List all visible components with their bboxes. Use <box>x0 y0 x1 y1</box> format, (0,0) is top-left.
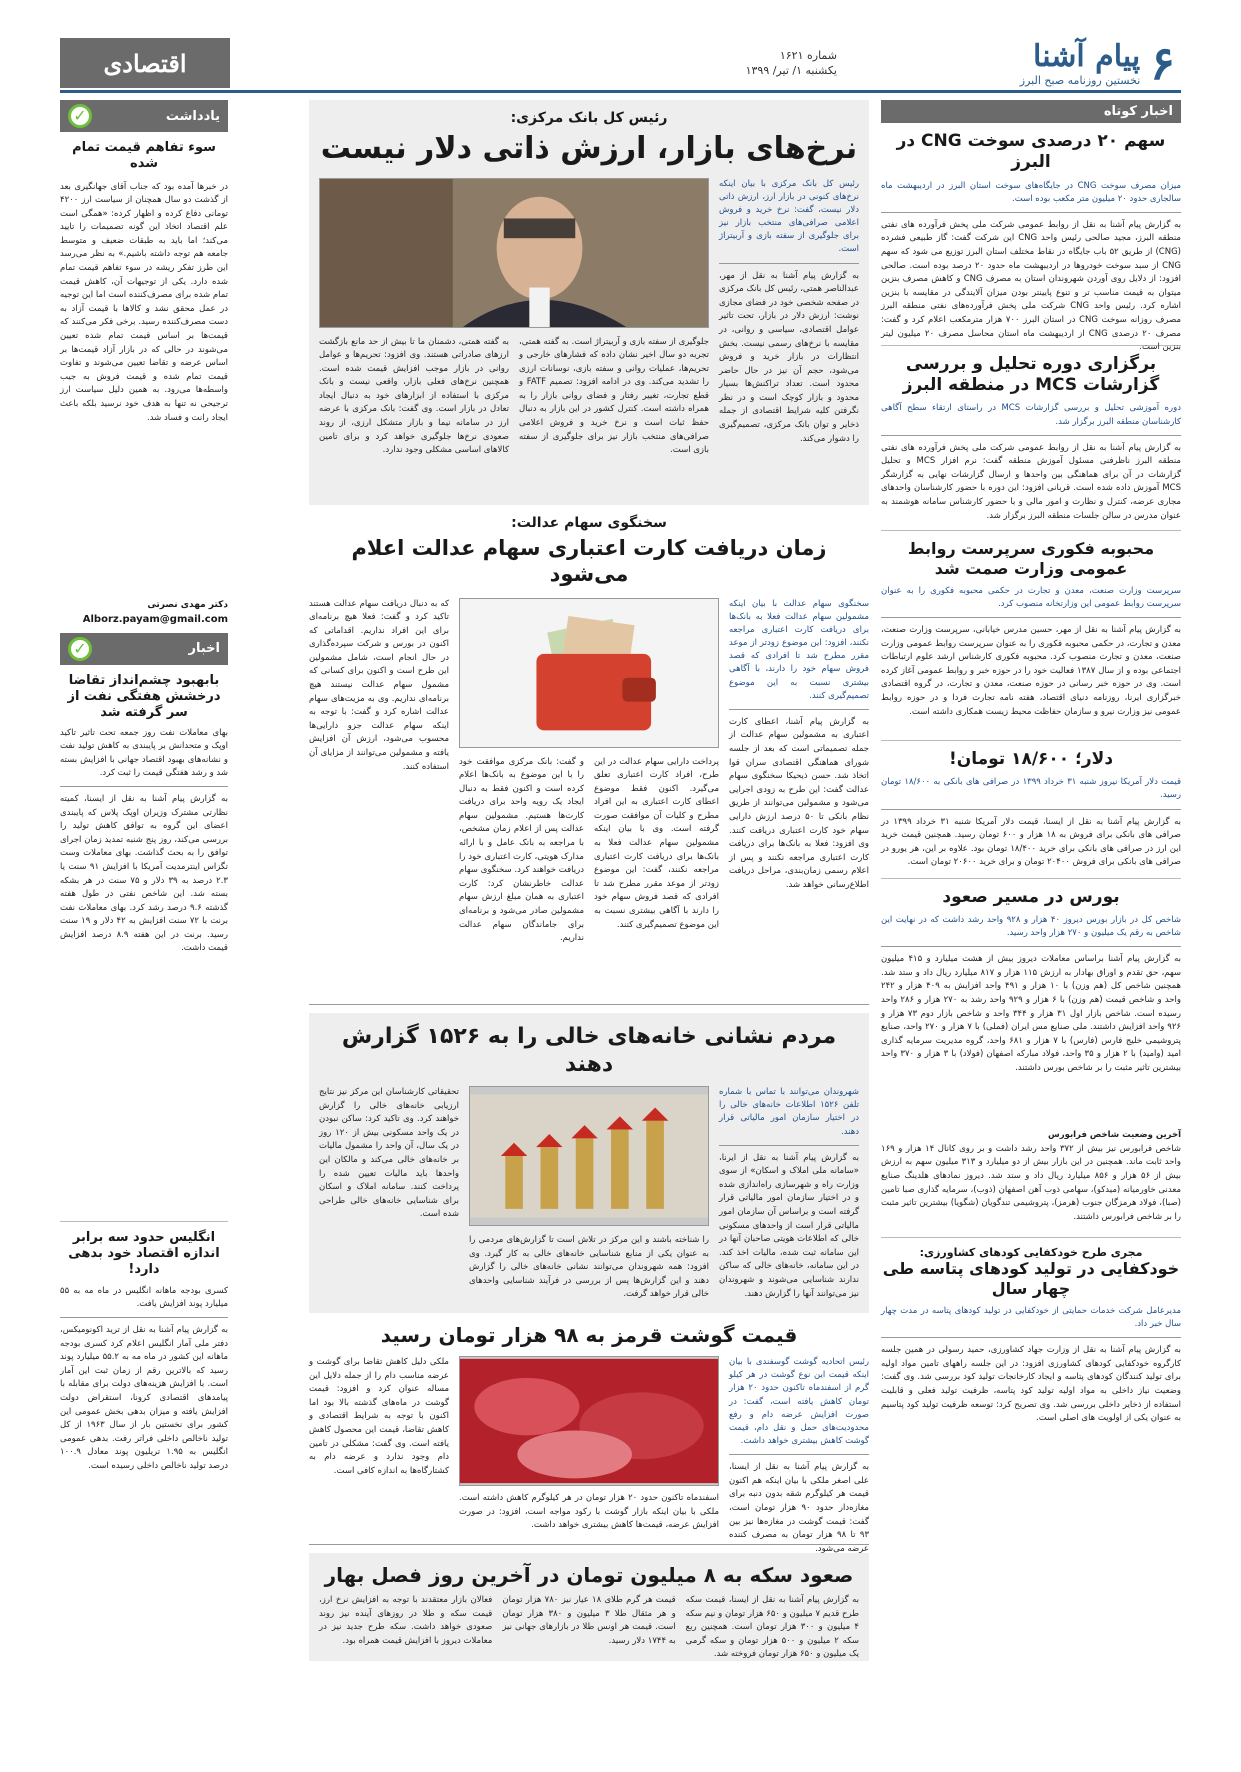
story-body: به گزارش پیام آشنا به نقل از مهر، عبدالناصر همتی، رئیس کل بانک مرکزی در صفحه شخصی خود در فضای مجازی نوشت: ارزش دلار در بازار، تحت تاثیر عوامل اقتصادی، سیاسی و روانی، در مقایسه با نرخ‌های رسمی نیست. بخش انتظارات در بازار خرید و فروش می‌شود، حجم آن نیز در حال حاضر محدود است. تعداد تراکنش‌ها بسیار محدود و بازار کوچک است و در نظر نگرفتن کلیه شرایط اقتصادی از جمله ذخایر و توان بانک مرکزی، تصمیم‌گیری را دشوار می‌کند. <box>719 270 859 444</box>
news-lead: سرپرست وزارت صنعت، معدن و تجارت در حکمی محبوبه فکوری را به عنوان سرپرست روابط عمومی این وزارتخانه منصوب کرد. <box>881 585 1181 618</box>
houses-illustration <box>470 1087 708 1225</box>
story-body: که به دنبال دریافت سهام عدالت هستند تاکید کرد و گفت: فعلا هیچ برنامه‌ای برای این افراد نداریم. اقداماتی که اکنون در بورس و شرکت سپرده‌گذاری در حال انجام است، شامل مشمولین این طرح است و اکنون برای کسانی که مشمول سهام عدالت نیستند هیچ برنامه‌ای نداریم. وی به مزیت‌های سهام عدالت اشاره کرد و گفت: با توجه به اینکه سهام عدالت جزو دارایی‌ها محسوب می‌شود، ارزش آن افزایش یافته و مشمولین می‌توانند از مزایای آن استفاده کنند. <box>309 598 449 772</box>
check-icon: ✓ <box>68 104 92 128</box>
story-body: پرداخت دارایی سهام عدالت در این طرح، افراد کارت اعتباری تعلق می‌گیرد. اکنون فقط موضوع اعطای کارت اعتباری به این افراد مطرح و کلیات آن موافقت صورت گرفته است. وی با بیان اینکه مشمولین سهام عدالت فعلا به بانک‌ها برای دریافت کارت اعتباری مراجعه نکنند، گفت: این موضوع زودتر از موعد مقرر مطرح شد تا افرادی که قصد فروش سهام خود را دارند با آگاهی بیشتری نسبت به این موضوع تصمیم‌گیری کنند. <box>594 756 719 930</box>
news-body: به گزارش پیام آشنا به نقل از روابط عمومی شرکت ملی پخش فرآورده های نفتی منطقه البرز ناظرفنی مسئول آموزش منطقه گفت: نرم افزار MCS و تحلیل گزارشات در آن برای هماهنگی بین واحدها و ارسال گزارشات نهایی به گزارشگر MCS آموزش داده شده است. قربانی افزود: این دوره با حضور کارشناسان واحدهای مجاری عرضه، کنترل و نظارت و امور مالی و با حضور کارشناس سامانه هوشمند به عنوان مدرس در سالن جلسات منطقه البرز برگزار شد. <box>881 442 1181 521</box>
news-item <box>881 346 1181 531</box>
opinion-body: در خبرها آمده بود که جناب آقای جهانگیری بعد از گذشت دو سال همچنان از سیاست ارز ۴۲۰۰ تومانی دفاع کرده و اظهار کرده: «همگی است علم اقتصاد اتخاذ این گونه تصمیمات را تایید می‌کند؛ اما باید به طبقات ضعیف و متوسط جامعه هم توجه داشته باشیم.» به نظر می‌رسد این طرز تفکر ریشه در سوء تفاهم قیمت تمام شده دارد. یکی از توجیهات آن، کاهش قیمت تمام شده برای مصرف‌کننده است اما این توجیه در عمل محقق نشد و کالاها با قیمت آزاد به دست مصرف‌کننده رسید. برخی فکر می‌کنند که قیمت‌ها بر اساس قیمت تمام شده تعیین می‌شوند در حالی که در بازار آزاد قیمت‌ها بر اساس عرضه و تقاضا تعیین می‌شوند و تفاوت قیمت تمام شده و قیمت فروش به جیب واسطه‌ها می‌رود. به همین دلیل سیاست ارز ترجیحی نه تنها به هدف خود نرسید بلکه باعث ایجاد رانت و فساد شد. <box>60 181 228 423</box>
story-lead: رئیس کل بانک مرکزی با بیان اینکه نرخ‌های کنونی در بازار ارز، ارزش ذاتی دلار نیست، گفت: نرخ خرید و فروش اعلامی صرافی‌های منتخب بازار نیز برای جلوگیری از سفته بازی و آربیتراژ است. <box>719 178 859 264</box>
story-body: اسفندماه تاکنون حدود ۲۰ هزار تومان در هر کیلوگرم کاهش داشته است. ملکی با بیان اینکه بازار گوشت با رکود مواجه است، افزود: در صورت افزایش عرضه، قیمت‌ها کاهش بیشتری خواهد داشت. <box>459 1493 719 1531</box>
meat-price-story <box>309 1313 870 1554</box>
story-body: به گزارش پیام آشنا، اعطای کارت اعتباری به مشمولین سهام عدالت از جمله تصمیماتی است که بعد از جلسه شورای هماهنگی اقتصادی سران قوا اتخاذ شد. حسن ذیحیکا سخنگوی سهام عدالت گفت: این طرح به زودی اجرایی می‌شود و مشمولین می‌توانند از طریق نظام بانکی تا ۵۰ درصد ارزش دارایی سهام خود کارت اعتباری دریافت کنند. وی افزود: فعلا به بانک‌ها برای دریافت کارت اعتباری مراجعه نکنند و پس از اعلام رسمی زمان‌بندی، مراحل دریافت اطلاع‌رسانی خواهد شد. <box>729 716 869 890</box>
main-stories-column <box>309 100 869 1661</box>
short-news-column <box>881 100 1181 1470</box>
news-item <box>60 1222 228 1592</box>
wallet-photo <box>459 598 719 748</box>
headline: سهم ۲۰ درصدی سوخت CNG در البرز <box>896 131 1166 173</box>
portrait-illustration <box>320 179 708 327</box>
gold-coin-story <box>309 1553 869 1661</box>
tagline: نخستین روزنامه صبح البرز <box>1019 74 1141 87</box>
story-lead: شهروندان می‌توانند با تماس با شماره تلفن ۱۵۲۶ اطلاعات خانه‌های خالی را در اختیار سازمان امور مالیاتی قرار دهند. <box>719 1086 859 1146</box>
opinion-column <box>60 100 228 1592</box>
wallet-illustration <box>460 599 718 747</box>
subheading: آخرین وضعیت شاخص فرابورس <box>1048 1130 1181 1141</box>
section-title: اقتصادی <box>60 38 230 88</box>
justice-shares-story <box>309 505 869 1005</box>
brand <box>851 38 1181 88</box>
supertitle: مجری طرح خودکفایی کودهای کشاورزی: <box>919 1245 1143 1259</box>
story-body: تحقیقاتی کارشناسان این مرکز نیز نتایج ارزیابی خانه‌های خالی را گزارش خواهند کرد. وی تاکید کرد: ساکن نبودن در یک واحد مسکونی بیش از ۱۲۰ روز در یک سال، آن واحد را مشمول مالیات بر خانه‌های خالی می‌کند و مالکان این واحدها باید مالیات تعیین شده را پرداخت کنند. سامانه املاک و اسکان برای شناسایی خانه‌های خالی طراحی شده است. <box>319 1087 459 1220</box>
story-body: را شناخته باشند و این مرکز در تلاش است تا گزارش‌های مردمی را به عنوان یکی از منابع شناسایی خانه‌های خالی به کار گیرد. وی افزود: همه شهروندان می‌توانند نشانی خانه‌های خالی را گزارش دهند و این گزارش‌ها پس از بررسی در فرآیند شناسایی واحدهای خالی قرار خواهد گرفت. <box>469 1235 709 1300</box>
news-lead: قیمت دلار آمریکا نیروز شنبه ۳۱ خرداد ۱۳۹۹ در صرافی های بانکی به ۱۸/۶۰۰ تومان رسید. <box>881 776 1181 809</box>
story-body: جلوگیری از سفته بازی و آربیتراژ است. به گفته همتی، تجربه دو سال اخیر نشان داده که فشارهای خارجی و تحریم‌ها، عملیات روانی و سفته بازی، نوسانات ارزی را تشدید می‌کند. وی در ادامه افزود: تصمیم FATF و قطع تجارت، تغییر رفتار و فضای روانی بازار را به همراه داشته است. کنترل کشور در این بازار به دنبال حفظ ثبات است و نرخ خرید و فروش اعلامی صرافی‌های منتخب بازار نیز برای جلوگیری از سفته بازی است. <box>519 336 709 456</box>
author-email[interactable]: Alborz.payam@gmail.com <box>82 613 228 625</box>
news-body: به گزارش پیام آشنا به نقل از مهر، حسین مدرس خیابانی، سرپرست وزارت صنعت، معدن و تجارت، در حکمی محبوبه فکوری را به عنوان سرپرست روابط عمومی وزارت صنعت، معدن و تجارت منصوب کرد. محبوبه فکوری کارشناس ارشد علوم ارتباطات اجتماعی بوده و از سال ۱۳۸۷ فعالیت خود را در حوزه خبر و روابط عمومی آغاز کرده است. وی در حوزه خبر رسانی در حوزه صنعت، معدن و تجارت، در گروه اقتصادی خبرگزاری ایرنا، روزنامه دنیای اقتصاد، هفته نامه تجارت فردا و در حوزه روابط عمومی نیز وزارت نیرو و سازمان حفاظت محیط زیست همکاری داشته است. <box>881 625 1182 717</box>
news-body: به گزارش پیام آشنا به نقل از ایسنا، قیمت دلار آمریکا شنبه ۳۱ خرداد ۱۳۹۹ در صرافی های بانکی برای فروش به ۱۸ هزار و ۶۰۰ تومان رسید. همچنین قیمت خرید این ارز در صرافی های بانکی برای خرید ۱۸/۴۰۰ تومان بود. علاوه بر این، هر یورو در صرافی های بانکی برای فروش ۲۰۴۰۰ تومان و برای خرید ۲۰۶۰۰ تومان است. <box>881 816 1182 868</box>
story-body: به گزارش پیام آشنا به نقل از ایسنا، قیمت سکه طرح قدیم ۷ میلیون و ۶۵۰ هزار تومان و نیم سکه ۴ میلیون و ۳۰۰ هزار تومان است. همچنین ربع سکه ۲ میلیون و ۵۰۰ هزار تومان و سکه گرمی یک میلیون و ۶۵۰ هزار تومان فروخته شد. <box>685 1595 860 1660</box>
author: دکتر مهدی نصرتی <box>147 599 228 610</box>
news-lead: دوره آموزشی تحلیل و بررسی گزارشات MCS در راستای ارتقاء سطح آگاهی کارشناسان منطقه البرز برگزار شد. <box>881 402 1181 435</box>
supertitle: سخنگوی سهام عدالت: <box>511 515 667 531</box>
story-body: فعالان بازار معتقدند با توجه به افزایش نرخ ارز، قیمت سکه و طلا در روزهای آینده نیز روند صعودی خواهد داشت. سکه طرح جدید نیز در معاملات دیروز با افزایش قیمت همراه بود. <box>319 1595 493 1646</box>
news-body: به گزارش پیام آشنا به نقل از ایسنا، کمیته نظارتی مشترک وزیران اوپک پلاس که پایبندی اعضای این گروه به توافق کاهش تولید را بررسی می‌کند، روز پنج شنبه تمدید زمان اجرای توافق را به بحث گذاشت. بهای معاملات وست تگزاس اینترمدیت آمریکا با افزایش ۹۱ سنت یا ۲.۳ درصد به ۳۹ دلار و ۷۵ سنت در هر بشکه بسته شد. این شاخص نفتی در طول هفته گذشته ۹.۶ درصد رشد کرد. بهای معاملات نفت برنت با ۷۲ سنت افزایش به ۴۲ دلار و ۱۹ سنت رسید. برنت در این هفته ۸.۹ درصد افزایش قیمت داشت. <box>60 793 228 954</box>
headline: قیمت گوشت قرمز به ۹۸ هزار تومان رسید <box>380 1323 798 1347</box>
headline: زمان دریافت کارت اعتباری سهام عدالت اعلام می‌شود <box>351 536 827 587</box>
issue-info <box>230 38 851 88</box>
page-number: ۶ <box>1150 36 1175 90</box>
news-header: اخبار ✓ <box>60 633 228 665</box>
newspaper-logo: پیام آشنا <box>1033 39 1141 74</box>
opinion-title: سوء تفاهم قیمت تمام شده <box>72 140 216 172</box>
news-item <box>881 123 1182 353</box>
story-lead: سخنگوی سهام عدالت با بیان اینکه مشمولین سهام عدالت فعلا به بانک‌ها برای دریافت کارت اعتباری مراجعه نکنند، افزود: این موضوع زودتر از موعد مقرر مطرح شد تا افرادی که قصد فروش سهام خود را دارند، با آگاهی بیشتری نسبت به این موضوع تصمیم‌گیری کنند. <box>729 598 869 710</box>
headline: صعود سکه به ۸ میلیون تومان در آخرین روز فصل بهار <box>324 1563 854 1587</box>
headline: انگلیس حدود سه برابر اندازه اقتصاد خود بدهی دارد! <box>68 1229 220 1278</box>
check-icon: ✓ <box>68 637 92 661</box>
news-lead: میزان مصرف سوخت CNG در جایگاه‌های سوخت استان البرز در اردیبهشت ماه سالجاری حدود ۲۰ میلیون متر مکعب بوده است. <box>881 180 1181 213</box>
headline: برگزاری دوره تحلیل و بررسی گزارشات MCS در منطقه البرز <box>902 353 1160 396</box>
news-item <box>60 665 228 1222</box>
masthead-rule <box>60 90 1181 93</box>
opinion-header: یادداشت ✓ <box>60 100 228 132</box>
news-lead: شاخص کل در بازار بورس دیروز ۴۰ هزار و ۹۲۸ واحد رشد داشت که در نهایت این شاخص به رقم یک میلیون و ۲۷۰ هزار واحد رسید. <box>881 914 1181 947</box>
issue-date: یکشنبه ۱/ تیر/ ۱۳۹۹ <box>745 64 837 77</box>
story-body: به گفته همتی، دشمنان ما تا بیش از حد مانع بازگشت ارزهای صادراتی هستند. وی افزود: تحریم‌ها و عوامل روانی در بازار موجب افزایش قیمت شده است. همچنین نرخ‌های فعلی بازار، واقعی نیست و بانک مرکزی با استفاده از ابزارهای خود به دنبال ایجاد تعادل در بازار است. وی گفت: بانک مرکزی با عرضه ارز در سامانه نیما و بازار متشکل ارزی، از روند صعودی نرخ‌ها جلوگیری خواهد کرد و برای تامین کالاهای اساسی مشکلی وجود ندارد. <box>319 336 509 456</box>
headline: دلار؛ ۱۸/۶۰۰ تومان! <box>948 749 1114 770</box>
news-body: شاخص فرابورس نیز بیش از ۳۷۲ واحد رشد داشت و بر روی کانال ۱۴ هزار و ۱۶۹ واحد ثابت ماند. همچنین در این بازار بیش از دو میلیارد و ۳۱۳ میلیون سهم به ارزش بیش از ۵۶ هزار و ۸۵۶ میلیارد ریال داد و ستد شد. دیروز نمادهای هلدینگ صنایع معدنی خاورمیانه (میدکو)، سهامی ذوب آهن اصفهان (ذوب)، سرمایه گذاری صبا تامین (صبا)، فولاد هرمزگان جنوب (هرمز)، پتروشیمی تندگویان (شگویا) بیشترین تاثیر مثبت را بر شاخص فرابورس داشتند. <box>881 1143 1181 1222</box>
news-item <box>881 1238 1181 1470</box>
headline: مردم نشانی خانه‌های خالی را به ۱۵۲۶ گزارش دهند <box>341 1024 837 1077</box>
news-lead: کسری بودجه ماهانه انگلیس در ماه مه به ۵۵ میلیارد پوند افزایش یافت. <box>60 1285 228 1318</box>
news-item <box>881 879 1181 1238</box>
headline: نرخ‌های بازار، ارزش ذاتی دلار نیست <box>320 131 858 166</box>
news-body: به گزارش پیام آشنا به نقل از ترید اکونومیکس، دفتر ملی آمار انگلیس اعلام کرد کسری بودجه ماهانه این کشور در ماه مه به ۵۵.۲ میلیارد پوند رسید که بالاترین رقم از زمان ثبت این آمار است. با افزایش هزینه‌های دولت برای مقابله با پیامدهای اقتصادی کرونا، استقراض دولت افزایش یافته و میزان بدهی بخش عمومی این کشور برای نخستین بار از سال ۱۹۶۳ از کل تولید ناخالص داخلی فراتر رفت. بدهی عمومی انگلیس به ۱.۹۵ تریلیون پوند معادل ۱۰۰.۹ درصد تولید ناخالص داخلی رسیده است. <box>60 1325 229 1471</box>
meat-illustration <box>460 1357 718 1485</box>
news-item <box>881 531 1181 741</box>
story-body: به گزارش پیام آشنا به نقل از ایسنا، علی اصغر ملکی با بیان اینکه هم اکنون قیمت هر کیلوگرم شقه بدون دنبه برای مغازه‌دار حدود ۹۰ هزار تومان است، گفت: قیمت گوشت در مغازه‌ها نیز بین ۹۳ تا ۹۸ هزار تومان به مصرف کننده عرضه می‌شود. <box>729 1462 870 1554</box>
empty-houses-story <box>309 1013 869 1313</box>
news-body: به گزارش پیام آشنا به نقل از روابط عمومی شرکت ملی پخش فرآورده های نفتی منطقه البرز، مجید صالحی رئیس واحد CNG این شرکت گفت: گاز طبیعی فشرده (CNG) از طریق ۵۲ باب جایگاه در نقاط مختلف استان البرز توزیع می شود که سهم CNG از سبد سوخت خودروها در اردیبهشت ماه حدود ۲۰ درصد بوده است. صالحی افزود: از دلایل روی آوردن شهروندان استان به مصرف CNG و کاهش مصرف بنزین میتوان به قیمت مناسب تر و تنوع پایینتر بودن میزان آلایندگی در مقایسه با بنزین اشاره کرد. رئیس واحد CNG شرکت ملی پخش فرآورده‌های نفتی منطقه البرز مصرف روزانه سوخت CNG در استان البرز ۷۰۰ هزار مترمکعب اعلام کرد و گفت: مصرف ۲۰ درصدی CNG از اردیبهشت ماه استان محاسل مصرف ۲۰ میلیون لیتر بنزین است. <box>881 219 1182 353</box>
news-body: به گزارش پیام آشنا براساس معاملات دیروز بیش از هشت میلیارد و ۴۱۵ میلیون سهم، حق تقدم و اوراق بهادار به ارزش ۱۱۵ هزار و ۸۱۷ میلیارد ریال داد و ستد شد. همچنین شاخص کل (هم وزن) با ۱۰ هزار و ۴۹۱ واحد افزایش به ۴۰۹ هزار و ۲۴۲ واحد و شاخص قیمت (هم وزن) با ۶ هزار و ۹۲۹ واحد رشد به ۲۷۰ هزار و ۲۸۶ واحد رسیده است. شاخص بازار اول ۳۱ هزار و ۳۴۴ واحد و شاخص بازار دوم ۷۳ هزار و ۹۲۶ واحد افزایش داشتند. ملی صنایع مس ایران (فملی) با ۷ هزار و ۲۷۰ واحد، صنایع پتروشیمی خلیج فارس (فارس) با ۷ هزار و ۶۸۱ واحد، گروه مدیریت سرمایه گذاری امید (وامید) با ۲ هزار و ۳۵ واحد، فولاد مبارکه اصفهان (فولاد) با ۳ هزار و ۳۷۰ واحد بیشترین تاثیر مثبت را بر شاخص بورس داشتند. <box>881 954 1182 1073</box>
headline: بابهبود چشم‌انداز تقاضا درخشش هفتگی نفت از سر گرفته شد <box>67 672 221 720</box>
story-body: به گزارش پیام آشنا به نقل از ایرنا، «سامانه ملی املاک و اسکان» از سوی وزارت راه و شهرسازی راه‌اندازی شده و در اختیار سازمان امور مالیاتی قرار گرفته است و براساس آن سازمان امور مالیاتی قرار است از واحدهای مسکونی خالی که اطلاعات هویتی صاحبان آنها در این سامانه ثبت شده، مالیات اخذ کند. در این سامانه، خانه‌های خالی که ساکن ندارند شناسایی می‌شوند و شهروندان نیز می‌توانند آنها را گزارش دهند. <box>719 1152 859 1299</box>
story-body: قیمت هر گرم طلای ۱۸ عیار نیز ۷۸۰ هزار تومان و هر مثقال طلا ۳ میلیون و ۳۸۰ هزار تومان است. قیمت هر اونس طلا در بازارهای جهانی نیز به ۱۷۴۴ دلار رسید. <box>502 1595 676 1646</box>
headline: بورس در مسیر صعود <box>942 886 1120 907</box>
official-photo <box>319 178 709 328</box>
news-lead: مدیرعامل شرکت خدمات حمایتی از خودکفایی در تولید کودهای پتاسه در مدت چهار سال خبر داد. <box>881 1305 1181 1338</box>
headline: محبوبه فکوری سرپرست روابط عمومی وزارت صمت شد <box>907 538 1155 578</box>
lead-story <box>309 100 869 505</box>
houses-coins-photo <box>469 1086 709 1226</box>
supertitle: رئیس کل بانک مرکزی: <box>510 110 668 126</box>
headline: خودکفایی در تولید کودهای پتاسه طی چهار سال <box>882 1258 1180 1298</box>
news-lead: بهای معاملات نفت روز جمعه تحت تاثیر تاکید اوپک و متحدانش بر پایبندی به کاهش تولید نفت و نشانه‌های بهبود اقتصاد جهانی با افزایش بسته شد و رشد هفتگی قیمت را ثبت کرد. <box>60 727 228 787</box>
short-news-header: اخبار کوتاه <box>881 100 1181 123</box>
news-item <box>881 741 1181 879</box>
story-body: و گفت: بانک مرکزی موافقت خود را با این موضوع به بانک‌ها اعلام کرده است و اکنون فقط به دنبال ایجاد یک رویه واحد برای دریافت کارت‌ها هستیم. مشمولین سهام عدالت پس از اعلام زمان مشخص، با مراجعه به بانک عامل و با ارائه مدارک هویتی، کارت اعتباری خود را دریافت خواهند کرد. سخنگوی سهام عدالت خاطرنشان کرد: کارت اعتباری به همان مبلغ ارزش سهام مشمولین صادر می‌شود و برنامه‌ای برای جاماندگان سهام عدالت نداریم. <box>459 756 584 944</box>
story-body: ملکی دلیل کاهش تقاضا برای گوشت و عرضه مناسب دام را از جمله دلایل این مساله عنوان کرد و افزود: قیمت گوشت در ماه‌های گذشته بالا بود اما اکنون با توجه به شرایط اقتصادی و کاهش تقاضا، قیمت این محصول کاهش یافته است. وی گفت: مشکلی در تامین دام وجود ندارد و عرضه دام به کشتارگاه‌ها به اندازه کافی است. <box>309 1357 449 1476</box>
issue-number: شماره ۱۶۲۱ <box>779 49 837 62</box>
masthead <box>60 38 1181 88</box>
meat-photo <box>459 1356 719 1486</box>
news-body: به گزارش پیام آشنا به نقل از وزارت جهاد کشاورزی، حمید رسولی در همین جلسه کارگروه خودکفایی کودهای کشاورزی افزود: در این جلسه راههای تامین مواد اولیه برای تولید کنندگان کودهای پتاسه و ایجاد کارخانجات تولید کود بررسی شد. وی گفت: وضعیت نیاز داخلی به مواد اولیه تولید کود پتاسه، ظرفیت تولید فعلی و قابلیت استفاده از ذخایر داخلی بررسی شد. وی تصریح کرد: توسعه ظرفیت تولید کود پتاسیم به عنوان یکی از اولویت های اصلی است. <box>881 1345 1181 1424</box>
story-lead: رئیس اتحادیه گوشت گوسفندی با بیان اینکه قیمت این نوع گوشت در هر کیلو گرم از اسفندماه تاکنون حدود ۲۰ هزار تومان کاهش یافته است، گفت: در صورت افزایش عرضه دام و رفع محدودیت‌های حمل و نقل دام، قیمت گوشت کاهش بیشتری خواهد داشت. <box>729 1356 869 1455</box>
